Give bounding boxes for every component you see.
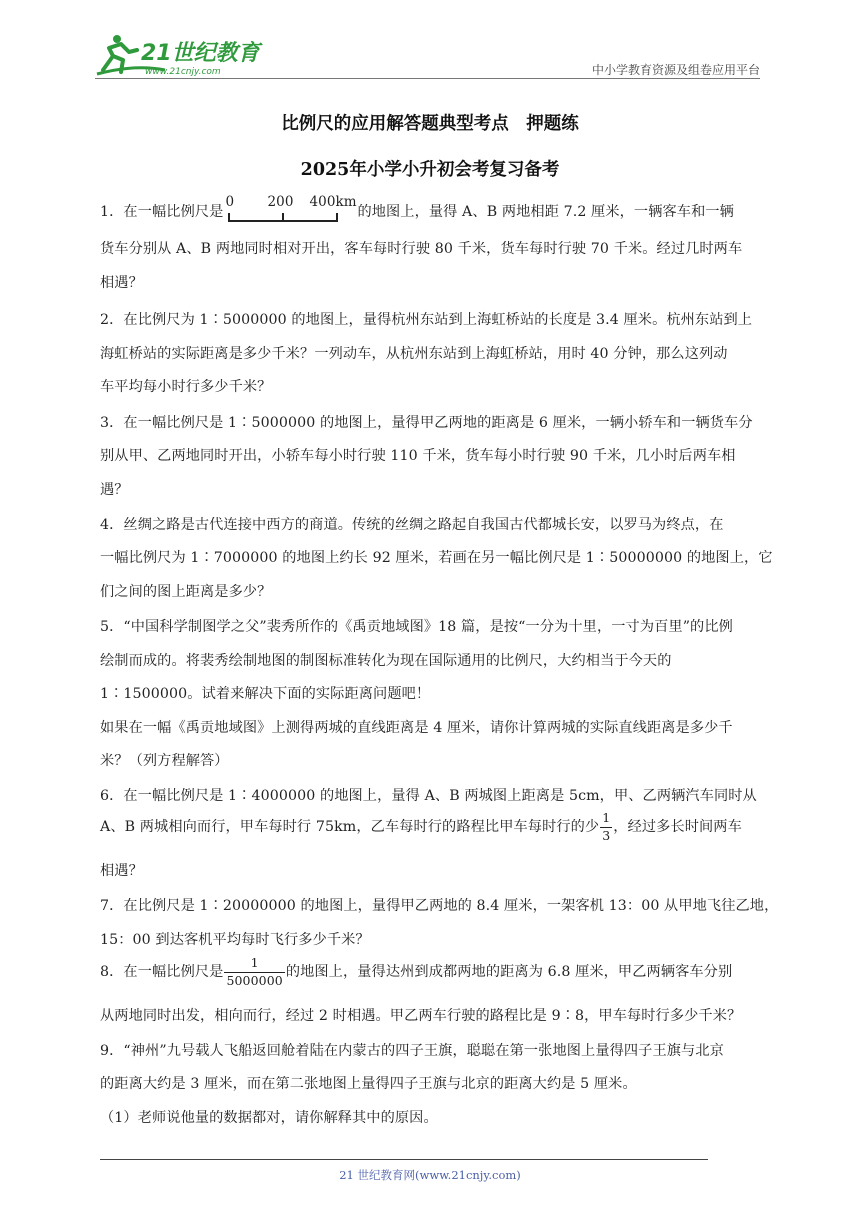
svg-text:www.21cnjy.com: www.21cnjy.com xyxy=(145,67,221,77)
q2-line-1: 2．在比例尺为 1∶5000000 的地图上，量得杭州东站到上海虹桥站的长度是 3.4 厘米。杭州东站到上 xyxy=(100,312,753,328)
q6-line-1: 6．在一幅比例尺是 1∶4000000 的地图上，量得 A、B 两城图上距离是 5cm，甲、乙两辆汽车同时从 xyxy=(100,788,757,804)
fraction-one-third: $\frac{1}{3}$ xyxy=(602,810,611,843)
q8-text-b: 的地图上，量得达州到成都两地的距离为 6.8 厘米，甲乙两辆客车分别 xyxy=(285,964,733,980)
scale-label-0: 0 xyxy=(225,194,235,210)
header-platform-text: 中小学教育资源及组卷应用平台 xyxy=(591,63,760,77)
q7-line-2: 15：00 到达客机平均每时飞行多少千米？ xyxy=(100,932,370,948)
scale-tick xyxy=(336,213,338,221)
page-header xyxy=(95,30,760,80)
q9-subquestion-1: （1）老师说他量的数据都对，请你解释其中的原因。 xyxy=(100,1110,438,1126)
document-subtitle: 2025年小学小升初会考复习备考 xyxy=(300,160,560,180)
q1-text-b: 的地图上，量得 A、B 两地相距 7.2 厘米，一辆客车和一辆 xyxy=(357,204,734,220)
logo-runner-icon xyxy=(95,30,265,78)
q5-line-1: 5．“中国科学制图学之父”裴秀所作的《禹贡地域图》18 篇，是按“一分为十里，一寸为百里”的比例 xyxy=(100,619,733,635)
q2-line-2: 海虹桥站的实际距离是多少千米？一列动车，从杭州东站到上海虹桥站，用时 40 分钟，那么这列动 xyxy=(100,346,728,362)
q1-line-3: 相遇？ xyxy=(100,275,143,291)
q3-line-2: 别从甲、乙两地同时开出，小轿车每小时行驶 110 千米，货车每小时行驶 90 千米，几小时后两车相 xyxy=(100,448,736,464)
q6-text-a: A、B 两城相向而行，甲车每时行 75km，乙车每时行的路程比甲车每时行的少 xyxy=(100,819,600,835)
q3-line-3: 遇？ xyxy=(100,482,129,498)
q6-line-3: 相遇？ xyxy=(100,863,143,879)
document-title: 比例尺的应用解答题典型考点 押题练 xyxy=(281,114,579,134)
footer-divider xyxy=(100,1159,708,1160)
q4-line-2: 一幅比例尺为 1∶7000000 的地图上约长 92 厘米，若画在另一幅比例尺是 1∶50000000 的地图上，它 xyxy=(100,550,773,566)
q1-text-a: 1．在一幅比例尺是 xyxy=(100,204,224,220)
q5-line-5: 米？（列方程解答） xyxy=(100,753,229,769)
q4-line-1: 4．丝绸之路是古代连接中西方的商道。传统的丝绸之路起自我国古代都城长安，以罗马为终点，在 xyxy=(100,517,724,533)
q9-line-1: 9．“神州”九号载人飞船返回舱着陆在内蒙古的四子王旗，聪聪在第一张地图上量得四子王旗与北京 xyxy=(100,1043,724,1059)
q6-text-b: ，经过多长时间两车 xyxy=(613,819,742,835)
header-divider xyxy=(95,78,760,79)
scale-tick xyxy=(282,213,284,221)
site-logo[interactable] xyxy=(95,30,265,78)
q7-line-1: 7．在比例尺是 1∶20000000 的地图上，量得甲乙两地的 8.4 厘米，一架客机 13：00 从甲地飞往乙地， xyxy=(100,898,779,914)
fraction-scale: $\frac{1}{5000000}$ xyxy=(226,955,283,988)
scale-tick xyxy=(228,213,230,221)
q8-line-2: 从两地同时出发，相向而行，经过 2 时相遇。甲乙两车行驶的路程比是 9∶8，甲车每时行多少千米？ xyxy=(100,1008,742,1024)
svg-text:21世纪教育: 21世纪教育 xyxy=(141,41,260,66)
q5-line-3: 1∶1500000。试着来解决下面的实际距离问题吧！ xyxy=(100,686,431,702)
q8-text-a: 8．在一幅比例尺是 xyxy=(100,964,224,980)
q9-line-2: 的距离大约是 3 厘米，而在第二张地图上量得四子王旗与北京的距离大约是 5 厘米。 xyxy=(100,1076,637,1092)
scale-label-400km: 400km xyxy=(309,194,357,210)
q3-line-1: 3．在一幅比例尺是 1∶5000000 的地图上，量得甲乙两地的距离是 6 厘米，一辆小轿车和一辆货车分 xyxy=(100,415,753,431)
q4-line-3: 们之间的图上距离是多少？ xyxy=(100,584,272,600)
q1-line-2: 货车分别从 A、B 两地同时相对开出，客车每时行驶 80 千米，货车每时行驶 70 千米。经过几时两车 xyxy=(100,241,743,257)
footer-link[interactable]: 21 世纪教育网(www.21cnjy.com) xyxy=(339,1168,521,1182)
scale-bar-figure xyxy=(225,194,357,226)
q5-line-4: 如果在一幅《禹贡地域图》上测得两城的直线距离是 4 厘米，请你计算两城的实际直线距离是多少千 xyxy=(100,720,733,736)
q2-line-3: 车平均每小时行多少千米？ xyxy=(100,379,272,395)
q5-line-2: 绘制而成的。将裴秀绘制地图的制图标准转化为现在国际通用的比例尺，大约相当于今天的 xyxy=(100,653,672,669)
scale-label-200: 200 xyxy=(267,194,294,210)
